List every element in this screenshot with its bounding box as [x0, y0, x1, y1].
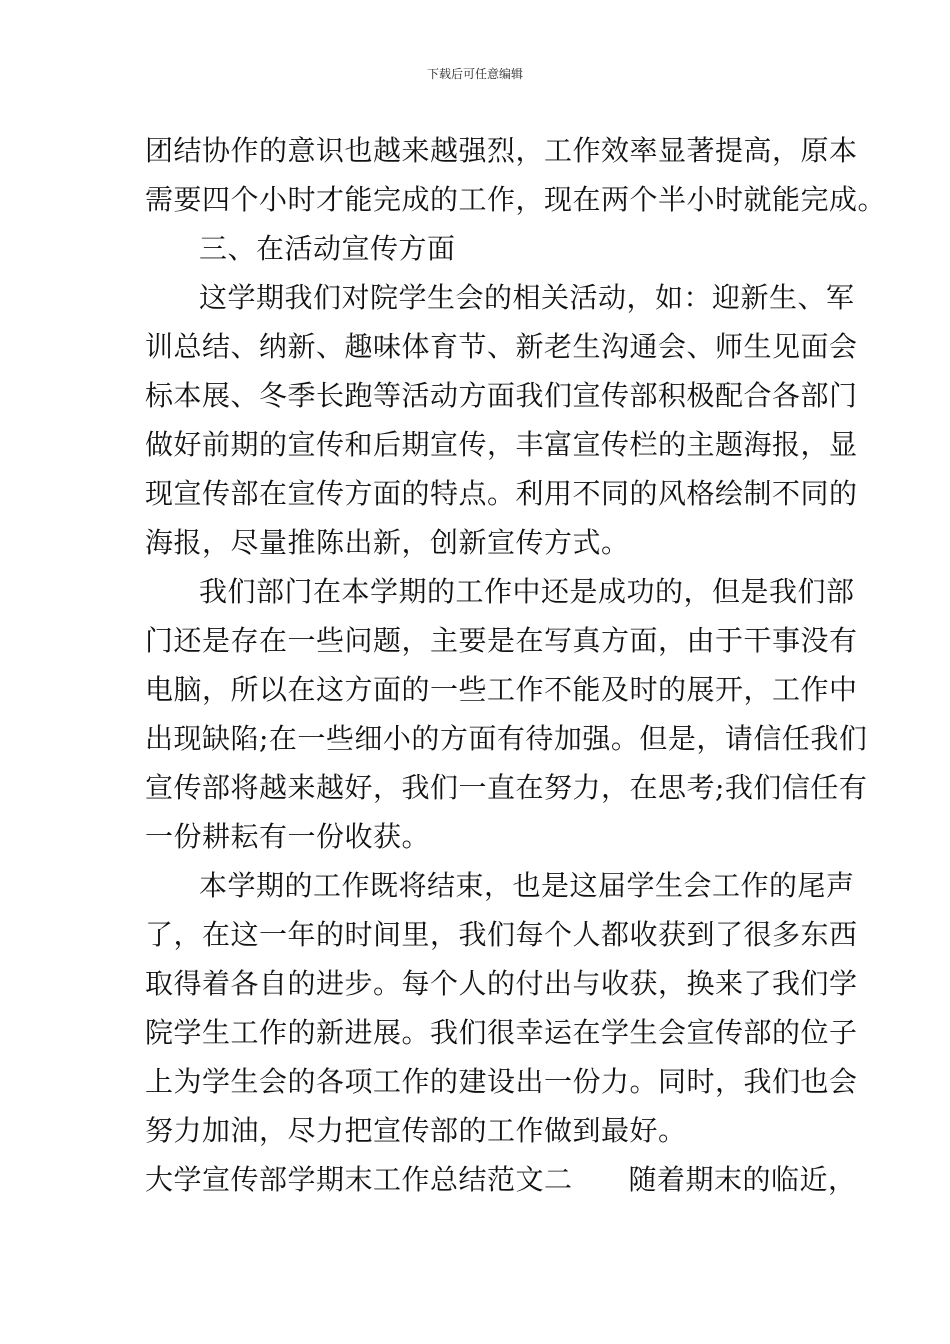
section-heading [145, 224, 810, 273]
text-line: 标本展、冬季长跑等活动方面我们宣传部积极配合各部门 [145, 379, 858, 412]
paragraph [145, 273, 858, 567]
closing-line [145, 1155, 857, 1204]
text-line: 团结协作的意识也越来越强烈，工作效率显著提高，原本 [145, 134, 858, 167]
text-line: 我们部门在本学期的工作中还是成功的，但是我们部 [199, 575, 855, 608]
paragraph [145, 567, 868, 861]
text-line: 做好前期的宣传和后期宣传，丰富宣传栏的主题海报，显 [145, 428, 858, 461]
text-line: 这学期我们对院学生会的相关活动，如：迎新生、军 [199, 281, 855, 314]
text-line: 海报，尽量推陈出新，创新宣传方式。 [145, 526, 630, 559]
page-header: 下载后可任意编辑 [426, 67, 523, 81]
text-line: 院学生工作的新进展。我们很幸运在学生会宣传部的位子 [145, 1016, 858, 1049]
heading-line: 三、在活动宣传方面 [199, 232, 456, 265]
text-line: 取得着各自的进步。每个人的付出与收获，换来了我们学 [145, 967, 858, 1000]
text-line: 努力加油，尽力把宣传部的工作做到最好。 [145, 1114, 687, 1147]
text-line: 需要四个小时才能完成的工作，现在两个半小时就能完成。 [145, 183, 887, 216]
next-article-title: 大学宣传部学期末工作总结范文二 [145, 1163, 573, 1196]
continuation-text: 随着期末的临近， [628, 1163, 857, 1196]
text-line: 门还是存在一些问题，主要是在写真方面，由于干事没有 [145, 624, 858, 657]
text-line: 一份耕耘有一份收获。 [145, 820, 431, 853]
text-line: 本学期的工作既将结束，也是这届学生会工作的尾声 [199, 869, 855, 902]
paragraph [145, 126, 887, 224]
document-body [145, 126, 887, 1204]
text-line: 上为学生会的各项工作的建设出一份力。同时，我们也会 [145, 1065, 858, 1098]
text-line: 出现缺陷;在一些细小的方面有待加强。但是，请信任我们 [145, 722, 868, 755]
text-line: 现宣传部在宣传方面的特点。利用不同的风格绘制不同的 [145, 477, 858, 510]
text-line: 宣传部将越来越好，我们一直在努力，在思考;我们信任有 [145, 771, 868, 804]
text-line: 训总结、纳新、趣味体育节、新老生沟通会、师生见面会 [145, 330, 858, 363]
paragraph [145, 861, 858, 1155]
text-line: 电脑，所以在这方面的一些工作不能及时的展开，工作中 [145, 673, 858, 706]
text-line: 了，在这一年的时间里，我们每个人都收获到了很多东西 [145, 918, 858, 951]
